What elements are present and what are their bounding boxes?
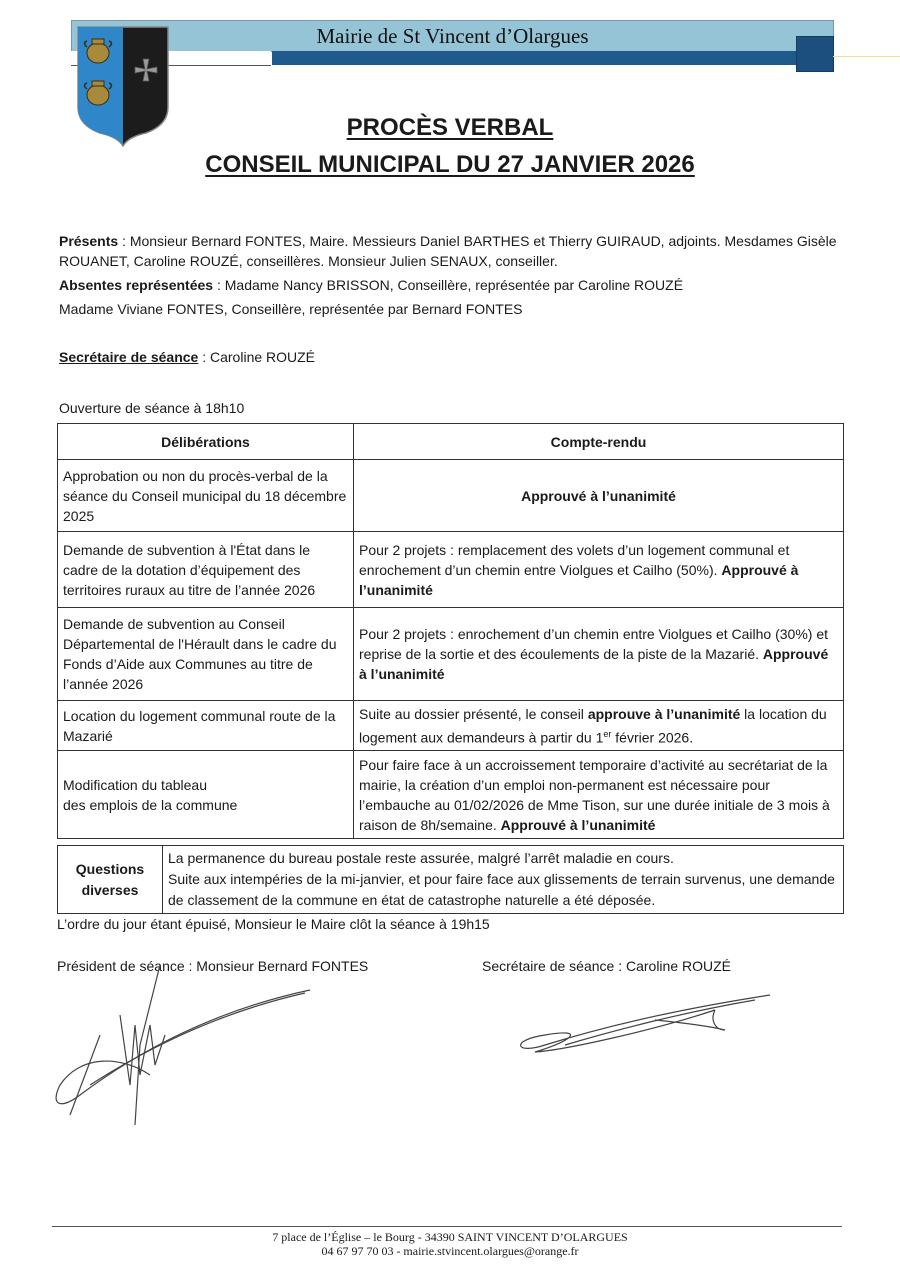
approval-text: Approuvé à l’unanimité <box>359 646 829 682</box>
ouverture-text: Ouverture de séance à 18h10 <box>59 400 245 416</box>
presents-text: : Monsieur Bernard FONTES, Maire. Messieurs Daniel BARTHES et Thierry GUIRAUD, adjoints. Mesdames Gisèle ROUANET, Caroline ROUZÉ, conseillères. Monsieur Julien SENAUX, conseiller. <box>59 233 837 269</box>
approval-text: Approuvé à l’unanimité <box>521 487 676 504</box>
questions-diverses-label: Questions diverses <box>58 846 163 914</box>
deliberation-cell: Demande de subvention au Conseil Départemental de l'Hérault dans le cadre du Fonds d’Aide aux Communes au titre de l’année 2026 <box>58 608 354 701</box>
deliberation-cell: Approbation ou non du procès-verbal de la séance du Conseil municipal du 18 décembre 2025 <box>58 460 354 532</box>
approval-text: Approuvé à l’unanimité <box>500 816 656 833</box>
presents-paragraph <box>59 231 849 271</box>
deliberation-cell: Modification du tableau des emplois de la commune <box>58 751 354 839</box>
table-row <box>58 460 844 532</box>
banner-dark-stripe <box>272 51 796 65</box>
table-row <box>58 701 844 751</box>
absentes-text: : Madame Nancy BRISSON, Conseillère, représentée par Caroline ROUZÉ <box>213 277 684 293</box>
approval-text: Approuvé à l’unanimité <box>359 561 799 598</box>
column-header-compte-rendu: Compte-rendu <box>354 424 844 460</box>
mairie-name: Mairie de St Vincent d’Olargues <box>316 24 589 48</box>
secretaire-label: Secrétaire de séance <box>59 349 199 365</box>
header-banner <box>71 20 834 52</box>
secretaire-signature <box>505 990 780 1065</box>
questions-diverses-table <box>57 845 844 914</box>
deliberations-table <box>57 423 844 839</box>
absentes-label: Absentes représentées <box>59 277 214 293</box>
president-signature <box>40 965 320 1125</box>
document-title: PROCÈS VERBAL <box>346 114 554 141</box>
deliberation-cell: Demande de subvention à l'État dans le cadre de la dotation d’équipement des territoires ruraux au titre de l’année 2026 <box>58 532 354 608</box>
table-row <box>58 751 844 839</box>
table-row <box>58 608 844 701</box>
table-row <box>58 532 844 608</box>
document-subtitle: CONSEIL MUNICIPAL DU 27 JANVIER 2026 <box>205 151 695 178</box>
compte-rendu-cell: Pour faire face à un accroissement temporaire d’activité au secrétariat de la mairie, la création d’un emploi non-permanent est nécessaire pour l’embauche au 01/02/2026 de Mme Tison, sur une durée initiale de 3 mois à raison de 8h/semaine. Approuvé à l’unanimité <box>354 751 844 839</box>
table-header-row <box>58 424 844 460</box>
decorative-line <box>833 56 900 57</box>
footer-address: 7 place de l’Église – le Bourg - 34390 SAINT VINCENT D’OLARGUES <box>272 1230 628 1244</box>
deliberation-cell: Location du logement communal route de la Mazarié <box>58 701 354 751</box>
absentes-line-2: Madame Viviane FONTES, Conseillère, représentée par Bernard FONTES <box>59 301 523 317</box>
questions-diverses-content: La permanence du bureau postale reste assurée, malgré l’arrêt maladie en cours. Suite aux intempéries de la mi-janvier, et pour faire face aux glissements de terrain survenus, une demande de classement de la commune en état de catastrophe naturelle a été déposée. <box>163 846 844 914</box>
compte-rendu-cell <box>354 460 844 532</box>
closing-text: L’ordre du jour étant épuisé, Monsieur le Maire clôt la séance à 19h15 <box>57 916 490 932</box>
footer-divider <box>52 1226 842 1227</box>
absentes-paragraph <box>59 275 849 295</box>
president-label: Président de séance : Monsieur Bernard FONTES <box>57 958 369 974</box>
column-header-deliberations: Délibérations <box>58 424 354 460</box>
secretaire-text: : Caroline ROUZÉ <box>198 349 316 365</box>
presents-label: Présents <box>59 233 119 249</box>
compte-rendu-cell: Pour 2 projets : enrochement d’un chemin entre Violgues et Cailho (30%) et reprise de la sortie et des écoulements de la piste de la Mazarié. Approuvé à l’unanimité <box>354 608 844 701</box>
approval-text: approuve à l’unanimité <box>587 705 741 722</box>
table-row <box>58 846 844 914</box>
compte-rendu-cell: Suite au dossier présenté, le conseil approuve à l’unanimité la location du logement aux demandeurs à partir du 1er février 2026. <box>354 701 844 751</box>
compte-rendu-cell: Pour 2 projets : remplacement des volets d’un logement communal et enrochement d’un chemin entre Violgues et Cailho (50%). Approuvé à l’unanimité <box>354 532 844 608</box>
secretaire-paragraph <box>59 347 849 367</box>
banner-corner-block <box>796 36 834 72</box>
footer-contact: 04 67 97 70 03 - mairie.stvincent.olargues@orange.fr <box>321 1244 579 1258</box>
secretaire-signature-label: Secrétaire de séance : Caroline ROUZÉ <box>482 958 731 974</box>
